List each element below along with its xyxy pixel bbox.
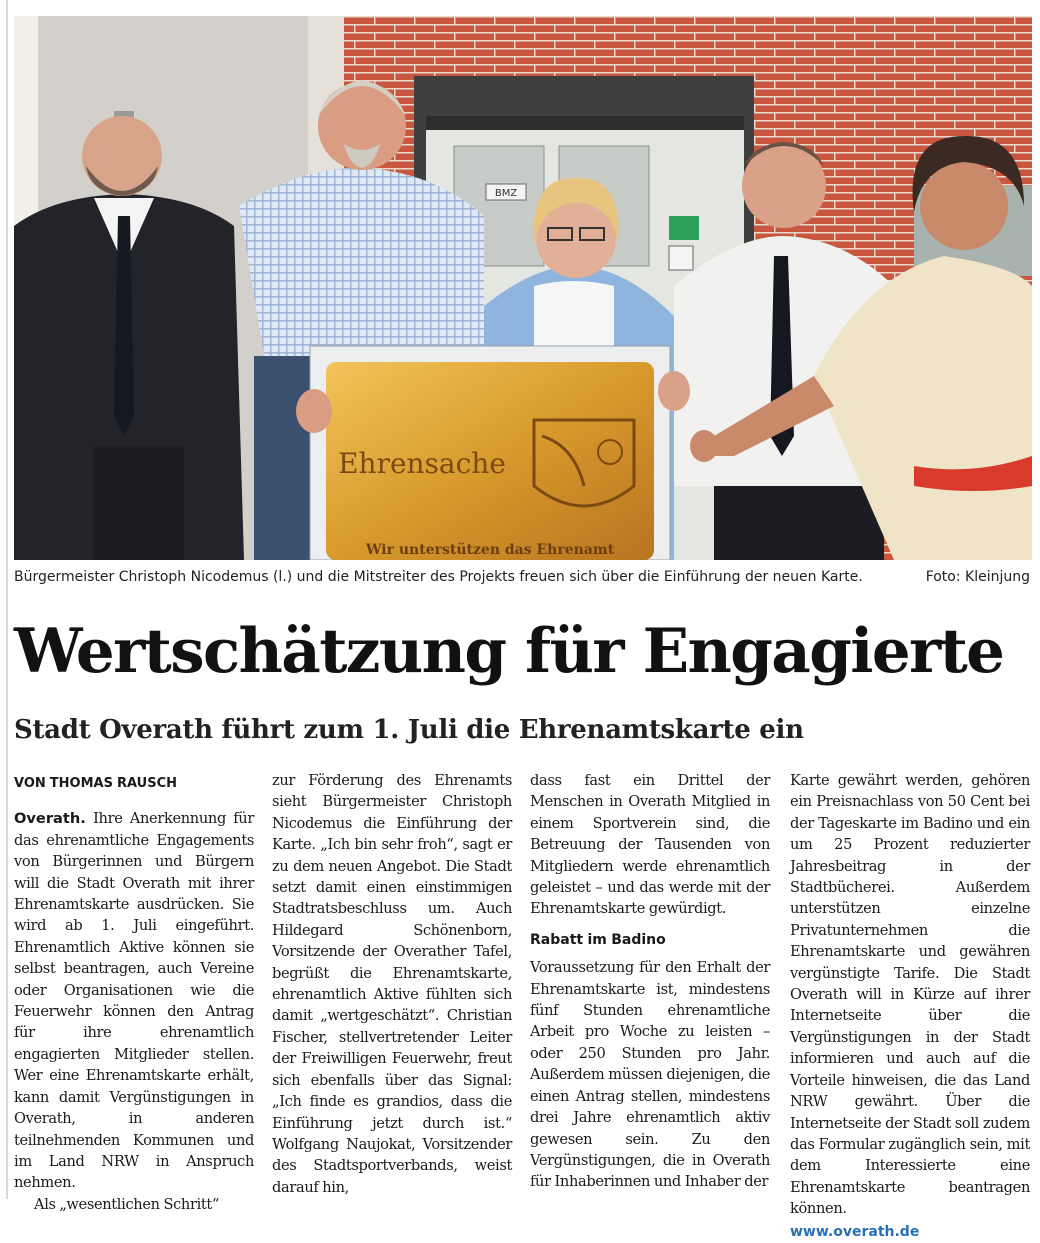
dateline: Overath. [14, 810, 86, 828]
column-rule [6, 0, 8, 1199]
sign-subtext: Wir unterstützen das Ehrenamt [365, 542, 615, 558]
article-photo [14, 16, 1032, 560]
article-headline: Wertschätzung für Engagierte [14, 616, 1004, 687]
sign-title: Ehrensache [338, 447, 506, 480]
photo-credit: Foto: Kleinjung [925, 569, 1030, 585]
ehrensache-sign [310, 346, 670, 560]
paragraph-2-start: Als „wesentlichen Schritt“ [34, 1195, 220, 1213]
website-link[interactable]: www.overath.de [790, 1223, 920, 1240]
building-label: BMZ [494, 188, 518, 199]
column-3 [530, 770, 770, 1193]
photo-caption [14, 566, 1032, 588]
section-subhead: Rabatt im Badino [530, 931, 666, 948]
byline: VON THOMAS RAUSCH [14, 776, 177, 791]
paragraph-2-end: dass fast ein Drittel der Menschen in Overath Mitglied in einem Sportverein sind, die Betreuung der Tausenden von Mitgliedern werde ehrenamtlich geleistet – und das werde mit der Ehrenamtskarte gewürdigt. [530, 772, 770, 918]
article-subheadline: Stadt Overath führt zum 1. Juli die Ehrenamtskarte ein [14, 715, 804, 745]
paragraph-1: Overath. Ihre Anerkennung für das ehrenamtliche Engagements von Bürgerinnen und Bürgern will die Stadt Overath mit ihrer Ehrenamtskarte ausdrücken. Sie wird ab 1. Juli eingeführt. Ehrenamtlich Aktive können sie selbst beantragen, auch Vereine oder Organisationen wie die Feuerwehr können den Antrag für ihre ehrenamtlich engagierten Mitglieder stellen. Wer eine Ehrenamtskarte erhält, kann damit Vergünstigungen in Overath, in anderen teilnehmenden Kommunen und im Land NRW in Anspruch nehmen. [14, 810, 254, 1192]
paragraph-3: Voraussetzung für den Erhalt der Ehrenamtskarte ist, mindestens fünf Stunden ehrenamtliche Arbeit pro Woche zu leisten – oder 250 Stunden pro Jahr. Außerdem müssen diejenigen, die einen Antrag stellen, mindestens drei Jahre ehrenamtlich aktiv gewesen sein. Zu den Vergünstigungen, die in Overath für Inhaberinnen und Inhaber der [530, 959, 770, 1191]
column-4 [790, 770, 1030, 1243]
paragraph-2: zur Förderung des Ehrenamts sieht Bürgermeister Christoph Nicodemus die Einführung der Karte. „Ich bin sehr froh“, sagt er zu dem neuen Angebot. Die Stadt setzt damit einen einstimmigen Stadtratsbeschluss um. Auch Hildegard Schönenborn, Vorsitzende der Overather Tafel, begrüßt die Ehrenamtskarte, ehrenamtlich Aktive fühlten sich damit „wertgeschätzt“. Christian Fischer, stellvertretender Leiter der Freiwilligen Feuerwehr, freut sich ebenfalls über das Signal: „Ich finde es grandios, dass die Einführung jetzt durch ist.“ Wolfgang Naujokat, Vorsitzender des Stadtsportverbands, weist darauf hin, [272, 772, 512, 1196]
column-1 [14, 770, 254, 1215]
article-body [14, 770, 1032, 1240]
caption-text: Bürgermeister Christoph Nicodemus (l.) und die Mitstreiter des Projekts freuen sich über die Einführung der neuen Karte. [14, 569, 863, 585]
column-2 [272, 770, 512, 1198]
paragraph-3-cont: Karte gewährt werden, gehören ein Preisnachlass von 50 Cent bei der Tageskarte im Badino und ein um 25 Prozent reduzierter Jahresbeitrag in der Stadtbücherei. Außerdem unterstützen einzelne Privatunternehmen die Ehrenamtskarte und gewähren vergünstigte Tarife. Die Stadt Overath will in Kürze auf ihrer Internetseite über die Vergünstigungen in der Stadt informieren und auch auf die Vorteile hinweisen, die das Land NRW gewährt. Über die Internetseite der Stadt soll zudem das Formular zugänglich sein, mit dem Interessierte eine Ehrenamtskarte beantragen können. [790, 772, 1030, 1218]
